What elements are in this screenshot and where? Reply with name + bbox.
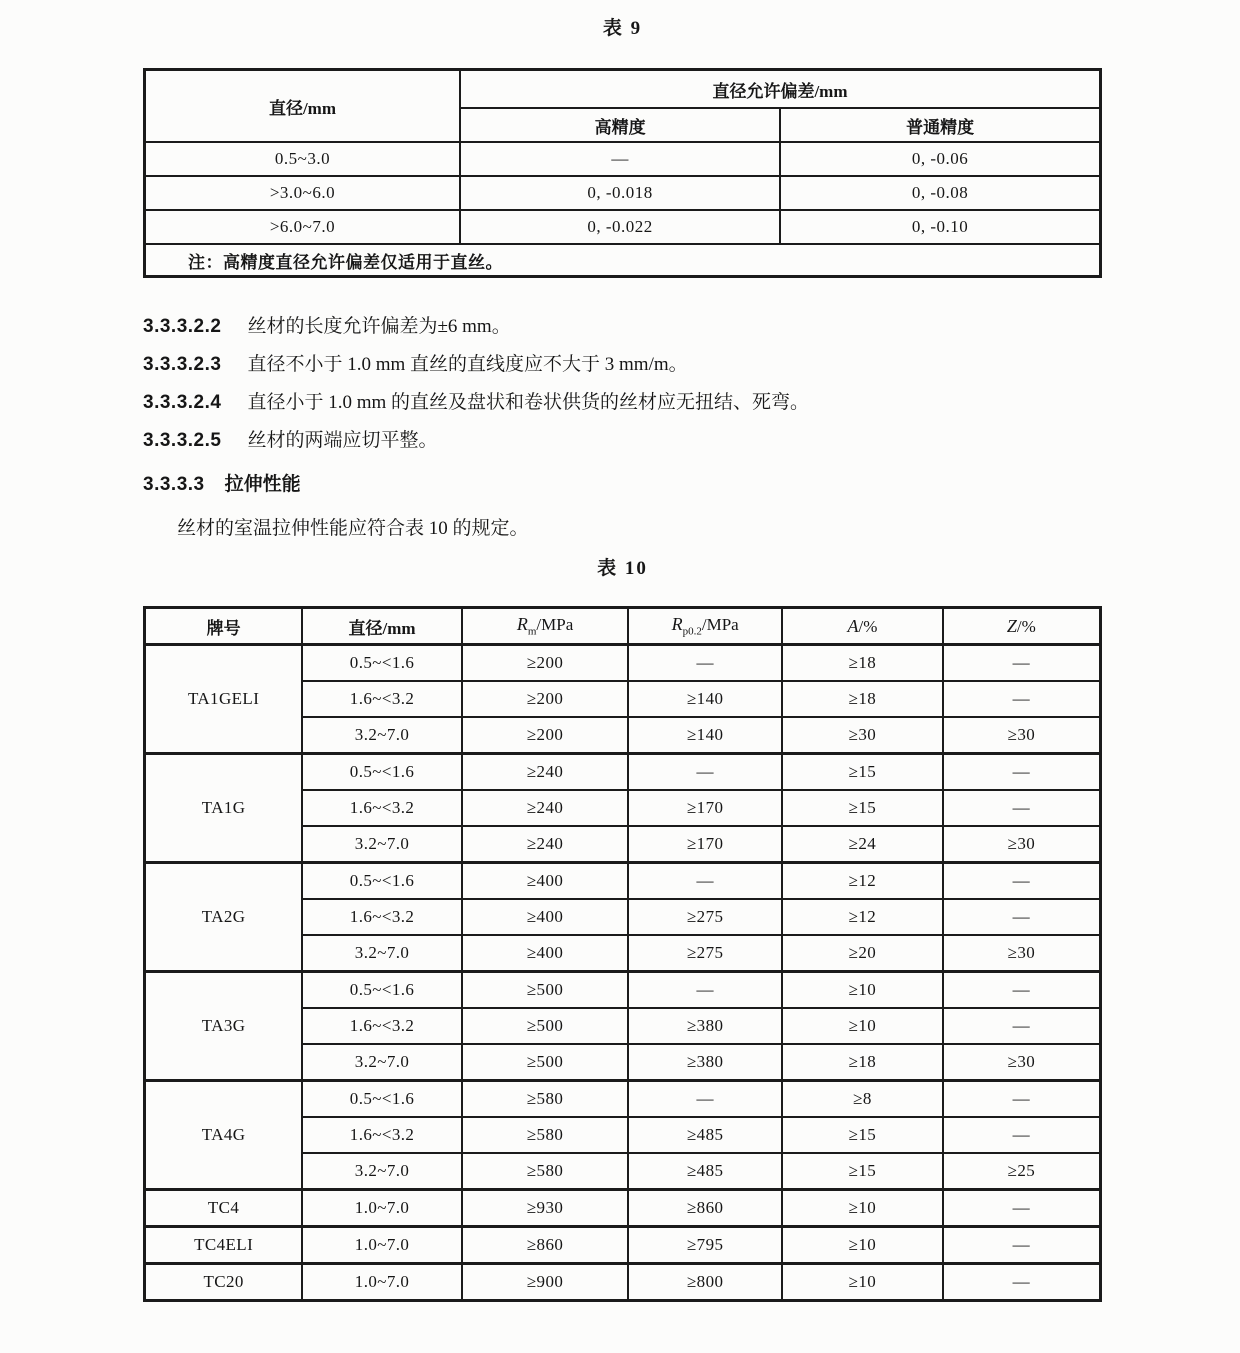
table10-intro-text: 丝材的室温拉伸性能应符合表 10 的规定。 <box>177 518 529 539</box>
symbol-z: Z <box>1006 615 1017 636</box>
table10-cell-rp02: — <box>628 863 782 900</box>
table10-cell-a: ≥15 <box>782 1117 943 1153</box>
table10-row <box>145 863 1101 900</box>
table10-header-a <box>782 608 943 645</box>
table10-cell-diameter: 3.2~7.0 <box>302 1153 462 1190</box>
symbol-a-unit: /% <box>858 616 878 636</box>
table10-header-row <box>145 608 1101 645</box>
symbol-rp02: R <box>671 614 683 635</box>
table9-header-normal-precision: 普通精度 <box>780 108 1100 142</box>
table10-cell-a: ≥18 <box>782 681 943 717</box>
clause-number: 3.3.3.2.4 <box>143 392 222 413</box>
symbol-rp02-unit: /MPa <box>701 615 739 635</box>
table9-cell-diameter: >3.0~6.0 <box>145 176 460 210</box>
table10-cell-a: ≥10 <box>782 1264 943 1301</box>
clause-3-3-3-2-4 <box>143 390 1102 416</box>
table10-cell-rp02: ≥800 <box>628 1264 782 1301</box>
table10-cell-diameter: 3.2~7.0 <box>302 1044 462 1081</box>
table10-cell-rm: ≥580 <box>462 1153 628 1190</box>
table10-cell-rm: ≥200 <box>462 681 628 717</box>
table10-cell-a: ≥12 <box>782 863 943 900</box>
clause-text: 丝材的长度允许偏差为±6 mm。 <box>247 316 511 337</box>
table9-note-row <box>145 244 1101 277</box>
clause-list <box>143 314 1102 454</box>
table10-cell-z: — <box>943 1264 1101 1301</box>
table9-header-tolerance: 直径允许偏差/mm <box>460 70 1101 109</box>
table10-cell-rp02: ≥485 <box>628 1117 782 1153</box>
table10-cell-diameter: 1.0~7.0 <box>302 1227 462 1264</box>
table10-title: 表 10 <box>597 558 648 579</box>
table10-cell-rp02: ≥275 <box>628 899 782 935</box>
table10-cell-rm: ≥240 <box>462 790 628 826</box>
table10-body <box>145 645 1101 1301</box>
table10-cell-rp02: ≥140 <box>628 681 782 717</box>
table10-cell-diameter: 1.6~<3.2 <box>302 899 462 935</box>
table10-cell-diameter: 0.5~<1.6 <box>302 1081 462 1118</box>
table10-cell-grade: TC4 <box>145 1190 303 1227</box>
table10-row <box>145 1227 1101 1264</box>
symbol-rm-sub: m <box>527 625 537 638</box>
table10-cell-diameter: 0.5~<1.6 <box>302 754 462 791</box>
table10-cell-rm: ≥580 <box>462 1117 628 1153</box>
table10-cell-rm: ≥400 <box>462 935 628 972</box>
table9-cell-diameter: 0.5~3.0 <box>145 142 460 176</box>
table10-cell-rm: ≥930 <box>462 1190 628 1227</box>
table10-cell-rm: ≥500 <box>462 972 628 1009</box>
table10-cell-z: — <box>943 1227 1101 1264</box>
table10-cell-grade: TA1GELI <box>145 645 303 754</box>
clause-3-3-3-2-2 <box>143 314 1102 340</box>
table10-cell-a: ≥10 <box>782 972 943 1009</box>
table10-cell-z: — <box>943 1117 1101 1153</box>
table10-cell-rp02: — <box>628 645 782 682</box>
table10-cell-diameter: 1.6~<3.2 <box>302 790 462 826</box>
symbol-z-unit: /% <box>1016 616 1036 636</box>
table10-cell-a: ≥15 <box>782 790 943 826</box>
table10-cell-rp02: ≥170 <box>628 790 782 826</box>
table9-header-high-precision: 高精度 <box>460 108 780 142</box>
table10-cell-rp02: ≥275 <box>628 935 782 972</box>
table10-cell-z: — <box>943 645 1101 682</box>
table10-cell-a: ≥10 <box>782 1190 943 1227</box>
table10-row <box>145 1081 1101 1118</box>
table10-cell-diameter: 0.5~<1.6 <box>302 863 462 900</box>
table10-cell-grade: TC4ELI <box>145 1227 303 1264</box>
table10-row <box>145 754 1101 791</box>
table10-row <box>145 1190 1101 1227</box>
symbol-rm: R <box>516 614 528 635</box>
table10-cell-rm: ≥900 <box>462 1264 628 1301</box>
table9-header <box>145 70 1101 143</box>
table10-cell-diameter: 1.6~<3.2 <box>302 1008 462 1044</box>
table10-cell-a: ≥18 <box>782 1044 943 1081</box>
table10-cell-rm: ≥240 <box>462 754 628 791</box>
clause-text: 丝材的两端应切平整。 <box>247 430 438 451</box>
table10-cell-a: ≥20 <box>782 935 943 972</box>
table10-cell-rm: ≥400 <box>462 899 628 935</box>
table10-cell-a: ≥15 <box>782 1153 943 1190</box>
section-heading-tensile <box>143 472 1102 498</box>
table10-cell-z: — <box>943 863 1101 900</box>
table10-cell-diameter: 3.2~7.0 <box>302 935 462 972</box>
table10-cell-rp02: ≥380 <box>628 1044 782 1081</box>
table9-row <box>145 210 1101 244</box>
table10-header <box>145 608 1101 645</box>
table10-cell-rm: ≥580 <box>462 1081 628 1118</box>
table10-cell-diameter: 0.5~<1.6 <box>302 972 462 1009</box>
table9-note-section <box>145 244 1101 277</box>
table10-cell-a: ≥12 <box>782 899 943 935</box>
table10-header-rm <box>462 608 628 645</box>
table10-cell-z: — <box>943 1008 1101 1044</box>
table9-header-row-1 <box>145 70 1101 109</box>
table9-cell-diameter: >6.0~7.0 <box>145 210 460 244</box>
table10-cell-z: ≥30 <box>943 935 1101 972</box>
table10-cell-z: ≥30 <box>943 717 1101 754</box>
symbol-a: A <box>847 615 859 636</box>
table10-cell-rm: ≥400 <box>462 863 628 900</box>
symbol-rm-unit: /MPa <box>536 615 574 635</box>
table10-cell-z: ≥30 <box>943 1044 1101 1081</box>
table10-cell-grade: TC20 <box>145 1264 303 1301</box>
table10-row <box>145 972 1101 1009</box>
symbol-rp02-sub: p0.2 <box>682 625 702 638</box>
table10-cell-a: ≥10 <box>782 1008 943 1044</box>
table10-cell-z: ≥25 <box>943 1153 1101 1190</box>
table10-cell-z: — <box>943 1081 1101 1118</box>
table10-cell-grade: TA4G <box>145 1081 303 1190</box>
table10-cell-z: — <box>943 681 1101 717</box>
table10-cell-rp02: — <box>628 972 782 1009</box>
clause-number: 3.3.3.2.2 <box>143 316 222 337</box>
table10-cell-rp02: ≥485 <box>628 1153 782 1190</box>
table9-row <box>145 176 1101 210</box>
table10-cell-z: — <box>943 1190 1101 1227</box>
table10-cell-a: ≥30 <box>782 717 943 754</box>
table10-cell-diameter: 1.6~<3.2 <box>302 681 462 717</box>
table10-cell-rm: ≥200 <box>462 717 628 754</box>
table10-cell-z: ≥30 <box>943 826 1101 863</box>
table10-cell-a: ≥18 <box>782 645 943 682</box>
table10-cell-z: — <box>943 754 1101 791</box>
table9-title: 表 9 <box>602 18 643 39</box>
table10-header-grade: 牌号 <box>145 608 303 645</box>
table10-header-diameter: 直径/mm <box>302 608 462 645</box>
table9-header-diameter: 直径/mm <box>145 70 460 143</box>
table9 <box>143 68 1102 278</box>
table10 <box>143 606 1102 1302</box>
table10-cell-rm: ≥860 <box>462 1227 628 1264</box>
table10-cell-diameter: 1.6~<3.2 <box>302 1117 462 1153</box>
table10-cell-grade: TA2G <box>145 863 303 972</box>
table10-cell-rp02: ≥795 <box>628 1227 782 1264</box>
clause-3-3-3-2-5 <box>143 428 1102 454</box>
table9-cell-high-precision: — <box>460 142 780 176</box>
table10-cell-rp02: ≥380 <box>628 1008 782 1044</box>
clause-number: 3.3.3.2.3 <box>143 354 222 375</box>
clause-text: 直径不小于 1.0 mm 直丝的直线度应不大于 3 mm/m。 <box>247 354 688 375</box>
table10-cell-a: ≥24 <box>782 826 943 863</box>
table10-cell-a: ≥15 <box>782 754 943 791</box>
table10-cell-rp02: ≥170 <box>628 826 782 863</box>
table10-cell-diameter: 3.2~7.0 <box>302 826 462 863</box>
table10-cell-rm: ≥200 <box>462 645 628 682</box>
table9-cell-normal-precision: 0, -0.08 <box>780 176 1100 210</box>
table9-cell-high-precision: 0, -0.018 <box>460 176 780 210</box>
table10-cell-diameter: 1.0~7.0 <box>302 1190 462 1227</box>
table10-cell-rp02: — <box>628 1081 782 1118</box>
table9-cell-high-precision: 0, -0.022 <box>460 210 780 244</box>
table10-header-z <box>943 608 1101 645</box>
section-number: 3.3.3.3 <box>143 474 205 495</box>
table10-cell-z: — <box>943 972 1101 1009</box>
table9-note: 注：高精度直径允许偏差仅适用于直丝。 <box>145 244 1101 277</box>
table10-cell-rm: ≥240 <box>462 826 628 863</box>
table9-cell-normal-precision: 0, -0.06 <box>780 142 1100 176</box>
table9-row <box>145 142 1101 176</box>
table10-cell-rp02: — <box>628 754 782 791</box>
table10-cell-diameter: 3.2~7.0 <box>302 717 462 754</box>
table10-cell-rp02: ≥860 <box>628 1190 782 1227</box>
table10-cell-diameter: 1.0~7.0 <box>302 1264 462 1301</box>
table10-cell-z: — <box>943 790 1101 826</box>
table10-cell-grade: TA1G <box>145 754 303 863</box>
table10-header-rp02 <box>628 608 782 645</box>
table9-cell-normal-precision: 0, -0.10 <box>780 210 1100 244</box>
clause-3-3-3-2-3 <box>143 352 1102 378</box>
section-title: 拉伸性能 <box>224 474 301 495</box>
table10-cell-a: ≥10 <box>782 1227 943 1264</box>
table10-cell-a: ≥8 <box>782 1081 943 1118</box>
table10-cell-rm: ≥500 <box>462 1008 628 1044</box>
table10-cell-z: — <box>943 899 1101 935</box>
table10-cell-grade: TA3G <box>145 972 303 1081</box>
table9-body <box>145 142 1101 244</box>
table10-row <box>145 1264 1101 1301</box>
table10-cell-diameter: 0.5~<1.6 <box>302 645 462 682</box>
table10-row <box>145 645 1101 682</box>
table10-cell-rp02: ≥140 <box>628 717 782 754</box>
table10-cell-rm: ≥500 <box>462 1044 628 1081</box>
clause-text: 直径小于 1.0 mm 的直丝及盘状和卷状供货的丝材应无扭结、死弯。 <box>247 392 810 413</box>
clause-number: 3.3.3.2.5 <box>143 430 222 451</box>
